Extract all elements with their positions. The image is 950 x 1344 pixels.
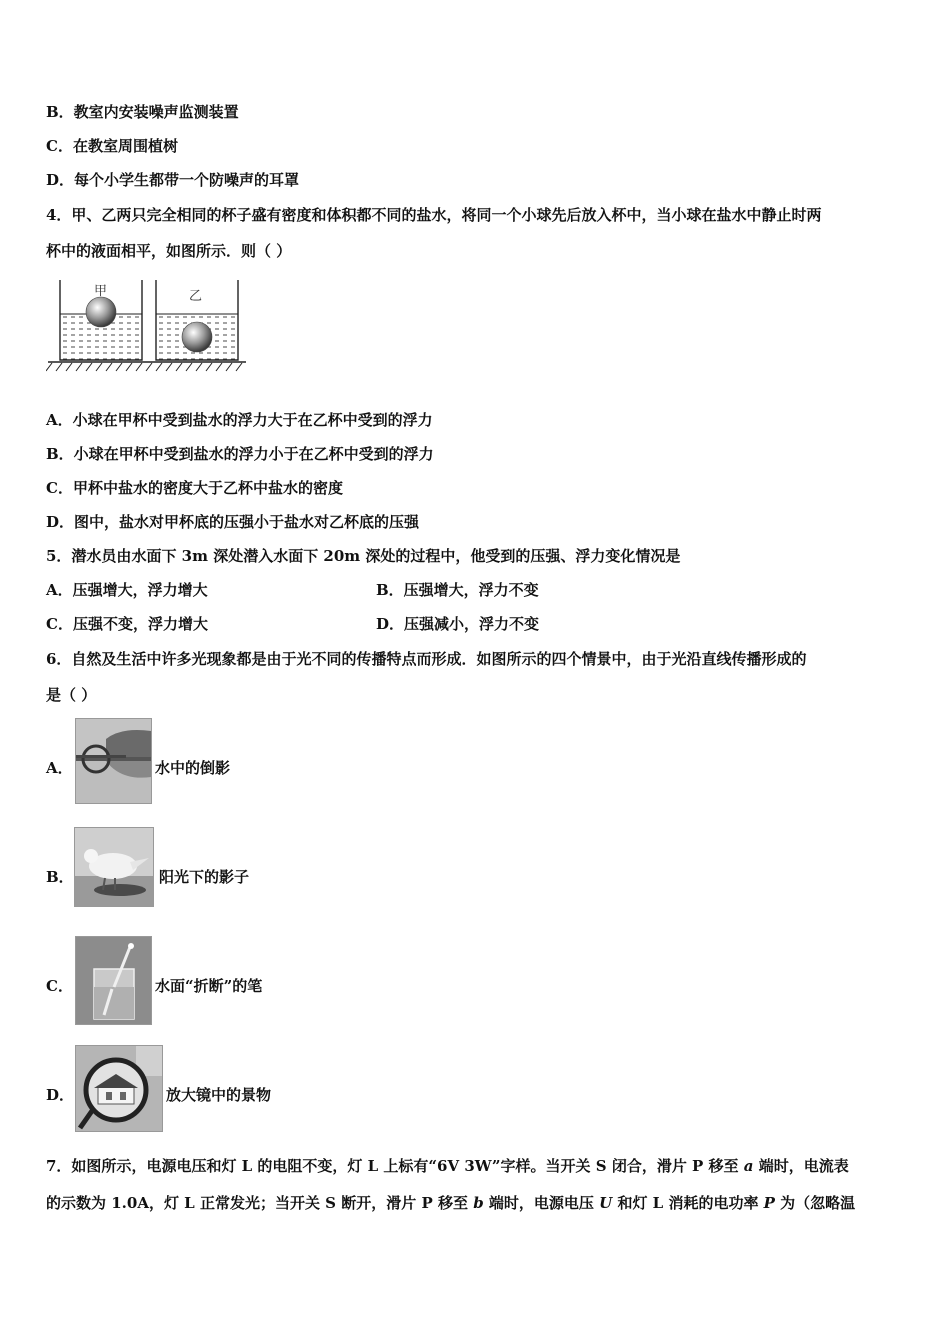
q6-stem-line2: 是（ ） — [46, 686, 97, 704]
q4-option-c: C．甲杯中盐水的密度大于乙杯中盐水的密度 — [46, 479, 343, 497]
q4-label-jia: 甲 — [94, 284, 108, 299]
q3-option-b: B．教室内安装噪声监测装置 — [46, 103, 239, 121]
q6-option-c-label: C． — [46, 977, 73, 995]
q7-stem-line2-part3: 和灯 L 消耗的电功率 — [612, 1194, 764, 1212]
q5-stem: 5．潜水员由水面下 3m 深处潜入水面下 20m 深处的过程中，他受到的压强、浮力变化情况是 — [46, 547, 681, 565]
q3-option-c: C．在教室周围植树 — [46, 137, 178, 155]
q5-option-d: D．压强减小，浮力不变 — [376, 615, 540, 633]
q7-stem-line2-part2: 端时，电源电压 — [483, 1194, 600, 1212]
q6-option-a-label: A． — [46, 759, 73, 777]
q6-option-d-label: D． — [46, 1086, 75, 1104]
q5-option-b: B．压强增大，浮力不变 — [376, 581, 539, 599]
q7-var-u: U — [599, 1194, 613, 1212]
q6-image-bent-pencil — [75, 936, 152, 1025]
q4-option-a: A．小球在甲杯中受到盐水的浮力大于在乙杯中受到的浮力 — [46, 411, 433, 429]
q5-option-c: C．压强不变，浮力增大 — [46, 615, 208, 633]
q6-option-c-text: 水面“折断”的笔 — [155, 977, 263, 995]
q6-option-d-text: 放大镜中的景物 — [166, 1086, 272, 1104]
q6-option-b-label: B． — [46, 868, 74, 886]
q6-image-magnifier — [75, 1045, 163, 1132]
q4-stem-line1: 4．甲、乙两只完全相同的杯子盛有密度和体积都不同的盐水，将同一个小球先后放入杯中，当小球在盐水中静止时两 — [46, 206, 822, 224]
q7-stem-line1 — [46, 1156, 849, 1176]
q4-option-b: B．小球在甲杯中受到盐水的浮力小于在乙杯中受到的浮力 — [46, 445, 434, 463]
q4-stem-line2: 杯中的液面相平，如图所示．则（ ） — [46, 242, 292, 260]
q5-option-a: A．压强增大，浮力增大 — [46, 581, 208, 599]
q6-stem-line1: 6．自然及生活中许多光现象都是由于光不同的传播特点而形成．如图所示的四个情景中，由于光沿直线传播形成的 — [46, 650, 807, 668]
q4-label-yi: 乙 — [189, 289, 203, 304]
q7-stem-line1-part2: 端时，电流表 — [753, 1157, 849, 1175]
q3-option-d: D．每个小学生都带一个防噪声的耳罩 — [46, 171, 300, 189]
q6-option-a-text: 水中的倒影 — [155, 759, 231, 777]
q7-var-p: P — [763, 1194, 775, 1212]
q4-option-d: D．图中，盐水对甲杯底的压强小于盐水对乙杯底的压强 — [46, 513, 420, 531]
q7-stem-line2-part4: 为（忽略温 — [774, 1194, 856, 1212]
q7-stem-line2 — [46, 1193, 855, 1213]
q6-option-b-text: 阳光下的影子 — [159, 868, 250, 886]
q6-image-pigeon-shadow — [74, 827, 154, 907]
q7-stem-line1-part1: 7．如图所示，电源电压和灯 L 的电阻不变，灯 L 上标有“6V 3W”字样。当开关 S 闭合，滑片 P 移至 — [46, 1157, 744, 1175]
q4-cups-figure — [46, 278, 250, 373]
q7-stem-line2-part1: 的示数为 1.0A，灯 L 正常发光；当开关 S 断开，滑片 P 移至 — [46, 1194, 474, 1212]
q7-var-b: b — [473, 1194, 484, 1212]
q7-var-a: a — [743, 1157, 754, 1175]
q6-image-bridge-reflection — [75, 718, 152, 804]
